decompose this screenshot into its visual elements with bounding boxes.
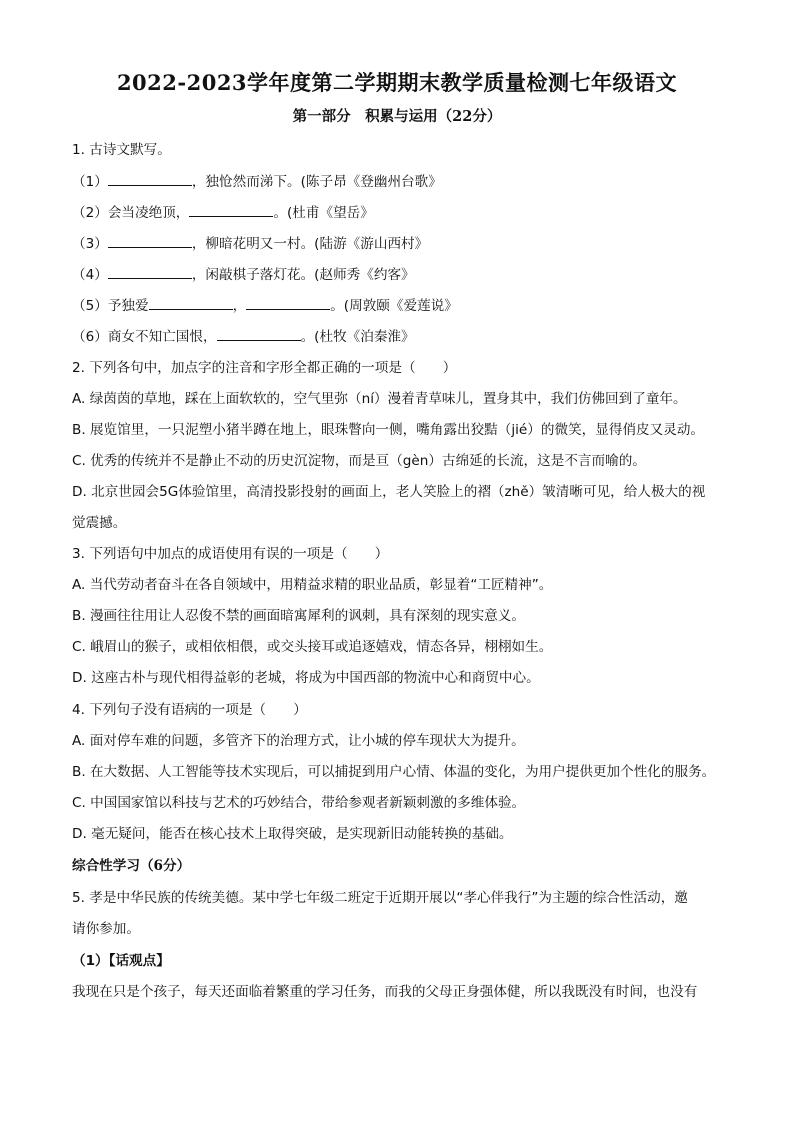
part-one-heading: 第一部分 积累与运用（22分） — [292, 108, 502, 125]
q4-option-d: D. 毫无疑问，能否在核心技术上取得突破，是实现新旧动能转换的基础。 — [72, 826, 513, 842]
q1-item-4: （4） ，闲敲棋子落灯花。(赵师秀《约客》 — [72, 264, 724, 285]
answer-blank[interactable] — [246, 295, 330, 310]
q2-option-c: C. 优秀的传统并不是静止不动的历史沉淀物，而是亘（gèn）古绵延的长流，这是不言而喻的。 — [72, 453, 646, 469]
answer-blank[interactable] — [108, 171, 192, 186]
q3-option-a: A. 当代劳动者奋斗在各自领域中，用精益求精的职业品质，彰显着“工匠精神”。 — [72, 577, 553, 593]
q1-stem: 1. 古诗文默写。 — [72, 142, 171, 158]
q1-item-5: （5）予独爱 ， 。(周敦颐《爱莲说》 — [72, 295, 724, 316]
exam-title: 2022-2023学年度第二学期期末教学质量检测七年级语文 — [116, 70, 678, 95]
answer-blank[interactable] — [189, 202, 273, 217]
answer-blank[interactable] — [217, 326, 301, 341]
q5-stem-line2: 请你参加。 — [72, 921, 140, 937]
q3-option-c: C. 峨眉山的猴子，或相依相偎，或交头接耳或追逐嬉戏，情态各异，栩栩如生。 — [72, 639, 553, 655]
q2-option-a: A. 绿茵茵的草地，踩在上面软软的，空气里弥（ní）漫着青草味儿，置身其中，我们仿佛回到了童年。 — [72, 391, 687, 407]
q4-stem: 4. 下列句子没有语病的一项是（ ） — [72, 702, 307, 718]
q4-option-b: B. 在大数据、人工智能等技术实现后，可以捕捉到用户心情、体温的变化，为用户提供更加个性化的服务。 — [72, 764, 716, 780]
answer-blank[interactable] — [108, 233, 192, 248]
q5-sub1-label: （1）【话观点】 — [72, 953, 170, 969]
answer-blank[interactable] — [108, 264, 192, 279]
q3-option-b: B. 漫画往往用让人忍俊不禁的画面暗寓犀利的讽刺，具有深刻的现实意义。 — [72, 608, 525, 624]
q3-option-d: D. 这座古朴与现代相得益彰的老城，将成为中国西部的物流中心和商贸中心。 — [72, 670, 540, 686]
q4-option-a: A. 面对停车难的问题，多管齐下的治理方式，让小城的停车现状大为提升。 — [72, 733, 525, 749]
q1-item-1: （1） ，独怆然而涕下。(陈子昂《登幽州台歌》 — [72, 171, 724, 192]
section-heading-comprehensive: 综合性学习（6分） — [72, 858, 191, 874]
q1-item-2: （2）会当凌绝顶， 。(杜甫《望岳》 — [72, 202, 724, 223]
answer-blank[interactable] — [149, 295, 233, 310]
q5-stem-line1: 5. 孝是中华民族的传统美德。某中学七年级二班定于近期开展以“孝心伴我行”为主题的综合性活动，邀 — [72, 890, 688, 906]
q1-item-6: （6）商女不知亡国恨， 。(杜牧《泊秦淮》 — [72, 326, 724, 347]
q2-option-d-line2: 觉震撼。 — [72, 515, 127, 531]
q4-option-c: C. 中国国家馆以科技与艺术的巧妙结合，带给参观者新颖刺激的多维体验。 — [72, 795, 526, 811]
q2-stem: 2. 下列各句中，加点字的注音和字形全都正确的一项是（ ） — [72, 360, 457, 376]
q2-option-b: B. 展览馆里，一只泥塑小猪半蹲在地上，眼珠瞥向一侧，嘴角露出狡黠（jié）的微笑，显得俏皮又灵动。 — [72, 422, 705, 438]
q1-item-3: （3） ，柳暗花明又一村。(陆游《游山西村》 — [72, 233, 724, 254]
q2-option-d-line1: D. 北京世园会5G体验馆里，高清投影投射的画面上，老人笑脸上的褶（zhě）皱清晰可见，给人极大的视 — [72, 484, 706, 500]
q5-sub1-text: 我现在只是个孩子，每天还面临着繁重的学习任务，而我的父母正身强体健，所以我既没有时间，也没有 — [72, 984, 698, 1000]
q3-stem: 3. 下列语句中加点的成语使用有误的一项是（ ） — [72, 546, 389, 562]
